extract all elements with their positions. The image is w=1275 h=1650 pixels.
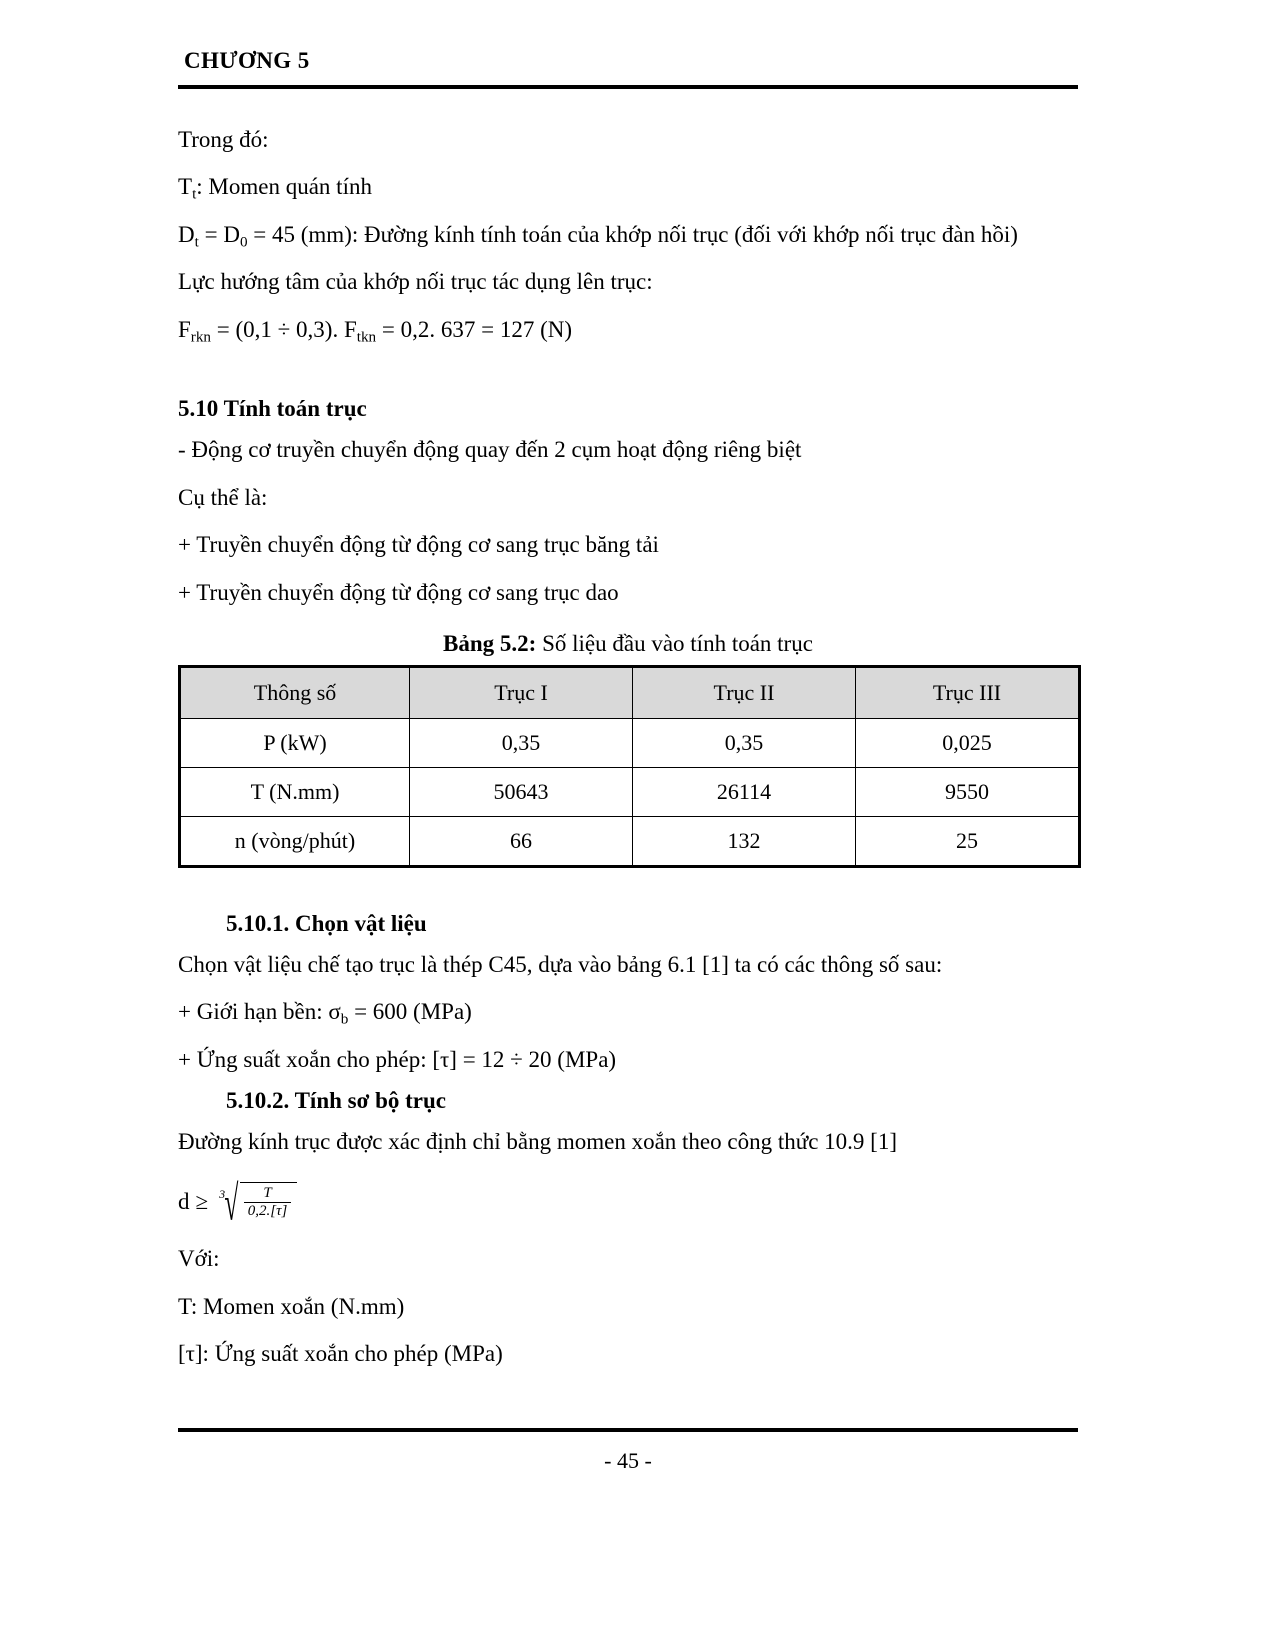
table-row xyxy=(180,816,1080,866)
dt-symbol: D xyxy=(178,221,195,247)
table-row xyxy=(180,718,1080,767)
frkn-rest: = 0,2. 637 = 127 (N) xyxy=(376,316,573,342)
section-510-line-2: Cụ thể là: xyxy=(178,484,268,510)
spacer xyxy=(178,868,1078,906)
diameter-formula xyxy=(178,1166,1078,1236)
table-caption-text: Số liệu đầu vào tính toán trục xyxy=(536,630,813,656)
section-510-line-4: + Truyền chuyển động từ động cơ sang trục dao xyxy=(178,579,619,605)
page-footer xyxy=(178,1428,1078,1474)
frkn-middle: = (0,1 ÷ 0,3). F xyxy=(211,316,357,342)
dt-equals: = D xyxy=(198,221,240,247)
frkn-subscript: rkn xyxy=(190,328,212,345)
table-cell: 26114 xyxy=(633,767,856,816)
table-header-cell-2: Trục II xyxy=(633,666,856,718)
luc-huong-tam-line: Lực hướng tâm của khớp nối trục tác dụng lên trục: xyxy=(178,269,653,295)
ung-suat-xoan-line: + Ứng suất xoắn cho phép: [τ] = 12 ÷ 20 (MPa) xyxy=(178,1046,617,1072)
gioi-han-ben-line xyxy=(178,988,1078,1035)
cube-root-radical xyxy=(216,1177,297,1232)
sigma-value: = 600 (MPa) xyxy=(348,999,472,1025)
sigma-subscript: b xyxy=(340,1010,349,1028)
table-header-cell-0: Thông số xyxy=(180,666,410,718)
section-5102-line-3: T: Momen xoắn (N.mm) xyxy=(178,1293,405,1319)
section-heading-5-10-1: 5.10.1. Chọn vật liệu xyxy=(226,910,427,936)
radicand-fraction xyxy=(240,1182,298,1222)
table-cell: 0,35 xyxy=(633,718,856,767)
frkn-formula-line xyxy=(178,306,1078,353)
table-cell: n (vòng/phút) xyxy=(180,816,410,866)
fraction-denominator: 0,2.[τ] xyxy=(244,1202,292,1221)
frkn-symbol: F xyxy=(178,316,191,342)
input-data-table xyxy=(178,665,1081,868)
section-heading-5-10: 5.10 Tính toán trục xyxy=(178,396,367,422)
ftkn-subscript: tkn xyxy=(356,328,377,345)
page-body xyxy=(178,94,1078,1378)
table-caption-label: Bảng 5.2: xyxy=(443,630,537,656)
momen-quan-tinh-line xyxy=(178,163,1078,210)
table-cell: 0,35 xyxy=(410,718,633,767)
intro-label: Trong đó: xyxy=(178,127,269,152)
tt-symbol: T xyxy=(178,174,193,200)
formula-lhs: d xyxy=(178,1188,190,1214)
d0-subscript: 0 xyxy=(239,233,248,251)
table-cell: 132 xyxy=(633,816,856,866)
tt-text: : Momen quán tính xyxy=(196,174,372,200)
section-5101-line-1: Chọn vật liệu chế tạo trục là thép C45, dựa vào bảng 6.1 [1] ta có các thông số sau: xyxy=(178,951,943,977)
spacer xyxy=(178,616,1078,626)
fraction-numerator: T xyxy=(263,1184,272,1201)
table-cell: 25 xyxy=(856,816,1080,866)
section-5102-line-1: Đường kính trục được xác định chỉ bằng momen xoắn theo công thức 10.9 [1] xyxy=(178,1129,897,1155)
radical-sign-icon: √ xyxy=(224,1177,239,1232)
formula-relation: ≥ xyxy=(195,1188,209,1214)
chapter-title: CHƯƠNG 5 xyxy=(184,48,310,73)
section-5102-line-4: [τ]: Ứng suất xoắn cho phép (MPa) xyxy=(178,1341,503,1367)
table-cell: 50643 xyxy=(410,767,633,816)
page-content xyxy=(178,0,1078,1378)
section-heading-5-10-2: 5.10.2. Tính sơ bộ trục xyxy=(226,1088,446,1114)
table-cell: 66 xyxy=(410,816,633,866)
dt-subscript: t xyxy=(194,233,199,251)
section-510-line-1: - Động cơ truyền chuyển động quay đến 2 cụm hoạt động riêng biệt xyxy=(178,437,802,463)
table-header-cell-1: Trục I xyxy=(410,666,633,718)
dt-text: = 45 (mm): Đường kính tính toán của khớp nối trục (đối với khớp nối trục đàn hồi) xyxy=(247,221,1018,247)
table-caption xyxy=(178,626,1078,665)
table-cell: P (kW) xyxy=(180,718,410,767)
table-cell: T (N.mm) xyxy=(180,767,410,816)
section-510-line-3: + Truyền chuyển động từ động cơ sang trục băng tải xyxy=(178,532,659,558)
table-header-cell-3: Trục III xyxy=(856,666,1080,718)
duong-kinh-line xyxy=(178,211,1078,258)
table-cell: 0,025 xyxy=(856,718,1080,767)
tt-subscript: t xyxy=(192,185,197,203)
spacer xyxy=(178,353,1078,391)
radical-index: 3 xyxy=(219,1186,226,1201)
table-row xyxy=(180,767,1080,816)
page-number: - 45 - xyxy=(604,1448,652,1473)
header-rule xyxy=(178,85,1078,89)
sigma-prefix: + Giới hạn bền: σ xyxy=(178,999,341,1025)
table-cell: 9550 xyxy=(856,767,1080,816)
page-header xyxy=(178,0,1078,94)
table-header-row xyxy=(180,666,1080,718)
section-5102-line-2: Với: xyxy=(178,1246,220,1272)
